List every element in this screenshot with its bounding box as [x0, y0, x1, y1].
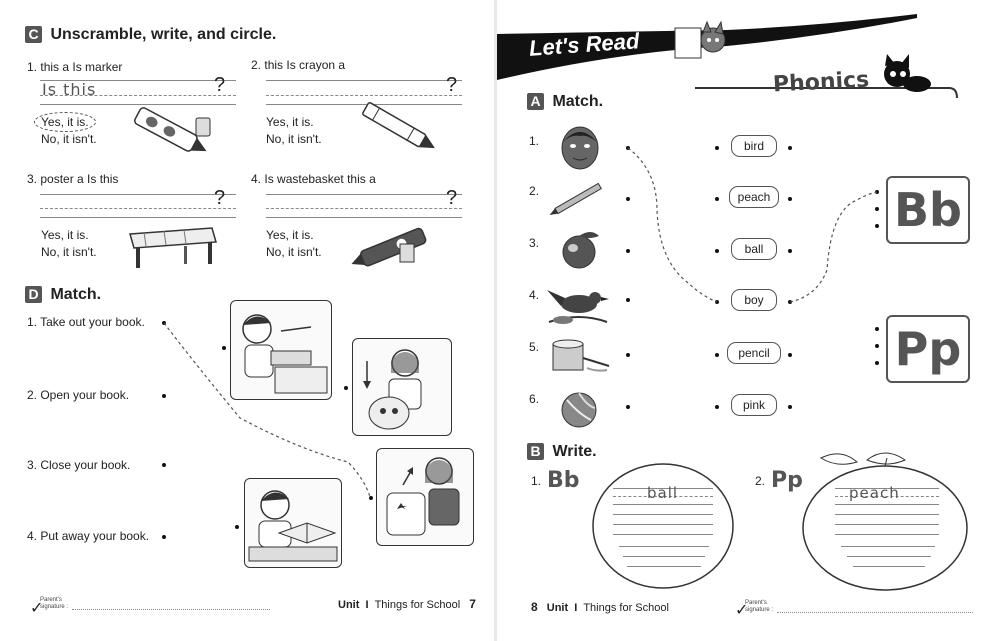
a-num-1: 1.: [529, 134, 540, 148]
c-item-1-num: 1.: [27, 60, 38, 74]
letter-box-bb: Bb: [886, 176, 970, 244]
banner-title: Let's Read: [528, 28, 641, 61]
left-page-number: 7: [469, 597, 476, 611]
b-item-2-line-9: [853, 566, 925, 567]
c-item-4-text: Is wastebasket this a: [264, 172, 376, 186]
c-item-3-yes[interactable]: Yes, it is.: [41, 228, 89, 242]
phonics-title: Phonics: [772, 67, 870, 98]
left-signature-check-icon: ✓: [30, 600, 44, 617]
left-signature-line[interactable]: [72, 609, 270, 610]
left-footer-unit: [338, 597, 476, 611]
right-page-number: 8: [531, 600, 538, 614]
letter-box-pp: Pp: [886, 315, 970, 383]
b-item-1-line-8: [623, 556, 705, 557]
c-item-4-num: 4.: [251, 172, 262, 186]
word-boy: boy: [731, 289, 777, 311]
c-item-2-qmark: ?: [446, 74, 458, 96]
b-item-1-line-4: [613, 514, 713, 515]
section-a-badge: A: [527, 93, 544, 110]
right-parent-label-1: Parent's: [745, 600, 767, 606]
c-item-1-qmark: ?: [214, 74, 226, 96]
left-parent-label-1: Parent's: [40, 597, 62, 603]
right-parent-signature-label: [745, 600, 773, 614]
section-a-title: Match.: [552, 93, 604, 110]
b-item-2-line-3: [835, 504, 939, 505]
b-item-2-letter: Pp: [771, 468, 803, 493]
c-item-3-qmark: ?: [214, 187, 226, 209]
a-num-3: 3.: [529, 236, 540, 250]
c-item-4-qmark: ?: [446, 187, 458, 209]
left-parent-signature-label: [40, 597, 68, 611]
left-footer-unit-title: Things for School: [374, 599, 461, 611]
b-item-1-written: ball: [647, 484, 679, 502]
c-item-2-yes[interactable]: Yes, it is.: [266, 115, 314, 129]
b-item-1-line-6: [613, 534, 713, 535]
word-ball: ball: [731, 238, 777, 260]
section-b-title: Write.: [552, 443, 597, 460]
right-signature-check-icon: ✓: [735, 602, 749, 619]
b-item-2-written: peach: [849, 484, 900, 502]
a-num-4: 4.: [529, 288, 540, 302]
word-peach: peach: [729, 186, 779, 208]
c-item-3-no[interactable]: No, it isn't.: [41, 245, 97, 259]
b-item-1-ball-outline: [591, 460, 739, 590]
b-item-2-num: 2.: [755, 474, 766, 488]
word-pencil: pencil: [727, 342, 781, 364]
b-item-2-line-8: [847, 556, 931, 557]
b-item-1-line-5: [613, 524, 713, 525]
b-item-2-line-7: [841, 546, 935, 547]
b-item-1-line-7: [619, 546, 709, 547]
right-signature-line[interactable]: [777, 612, 973, 613]
right-footer-unit: [531, 600, 669, 614]
c-item-2-num: 2.: [251, 58, 262, 72]
c-item-2-no[interactable]: No, it isn't.: [266, 132, 322, 146]
c-item-1-no[interactable]: No, it isn't.: [41, 132, 97, 146]
section-d-badge: D: [25, 286, 42, 303]
c-item-4-no[interactable]: No, it isn't.: [266, 245, 322, 259]
a-num-2: 2.: [529, 184, 540, 198]
b-item-1-num: 1.: [531, 474, 542, 488]
left-parent-label-2: signature :: [40, 604, 69, 610]
d-item-1: 1. Take out your book.: [27, 315, 145, 329]
b-item-2-line-5: [835, 524, 939, 525]
d-item-2: 2. Open your book.: [27, 388, 130, 402]
c-item-3-text: poster a Is this: [40, 172, 119, 186]
b-item-1-letter: Bb: [547, 468, 580, 493]
d-item-4: 4. Put away your book.: [27, 529, 150, 543]
a-num-5: 5.: [529, 340, 540, 354]
b-item-1-line-3: [613, 504, 713, 505]
right-page: [497, 0, 988, 641]
c-item-4-yes[interactable]: Yes, it is.: [266, 228, 314, 242]
a-num-6: 6.: [529, 392, 540, 406]
c-item-3-num: 3.: [27, 172, 38, 186]
c-item-1-yes[interactable]: Yes, it is.: [34, 112, 96, 132]
section-d-title: Match.: [50, 286, 102, 303]
b-item-2-peach-outline: [797, 448, 977, 594]
section-b-header: [527, 443, 597, 461]
c-item-1-written-answer: Is this: [42, 80, 97, 99]
section-b-badge: B: [527, 443, 544, 460]
left-footer-unit-num: I: [365, 599, 369, 611]
right-footer-unit-label: Unit: [546, 602, 569, 614]
d-item-3: 3. Close your book.: [27, 458, 131, 472]
c-item-2-text: this Is crayon a: [264, 58, 346, 72]
word-pink: pink: [731, 394, 777, 416]
section-c-title: Unscramble, write, and circle.: [50, 26, 277, 43]
b-item-1-line-9: [627, 566, 701, 567]
right-footer-unit-num: I: [574, 602, 578, 614]
left-footer-unit-label: Unit: [338, 599, 360, 611]
right-footer-unit-title: Things for School: [583, 602, 669, 614]
section-c-badge: C: [25, 26, 42, 43]
b-item-2-line-4: [835, 514, 939, 515]
b-item-2-line-6: [835, 534, 939, 535]
word-bird: bird: [731, 135, 777, 157]
right-parent-label-2: signature :: [745, 607, 774, 613]
c-item-1-text: this a Is marker: [40, 60, 123, 74]
